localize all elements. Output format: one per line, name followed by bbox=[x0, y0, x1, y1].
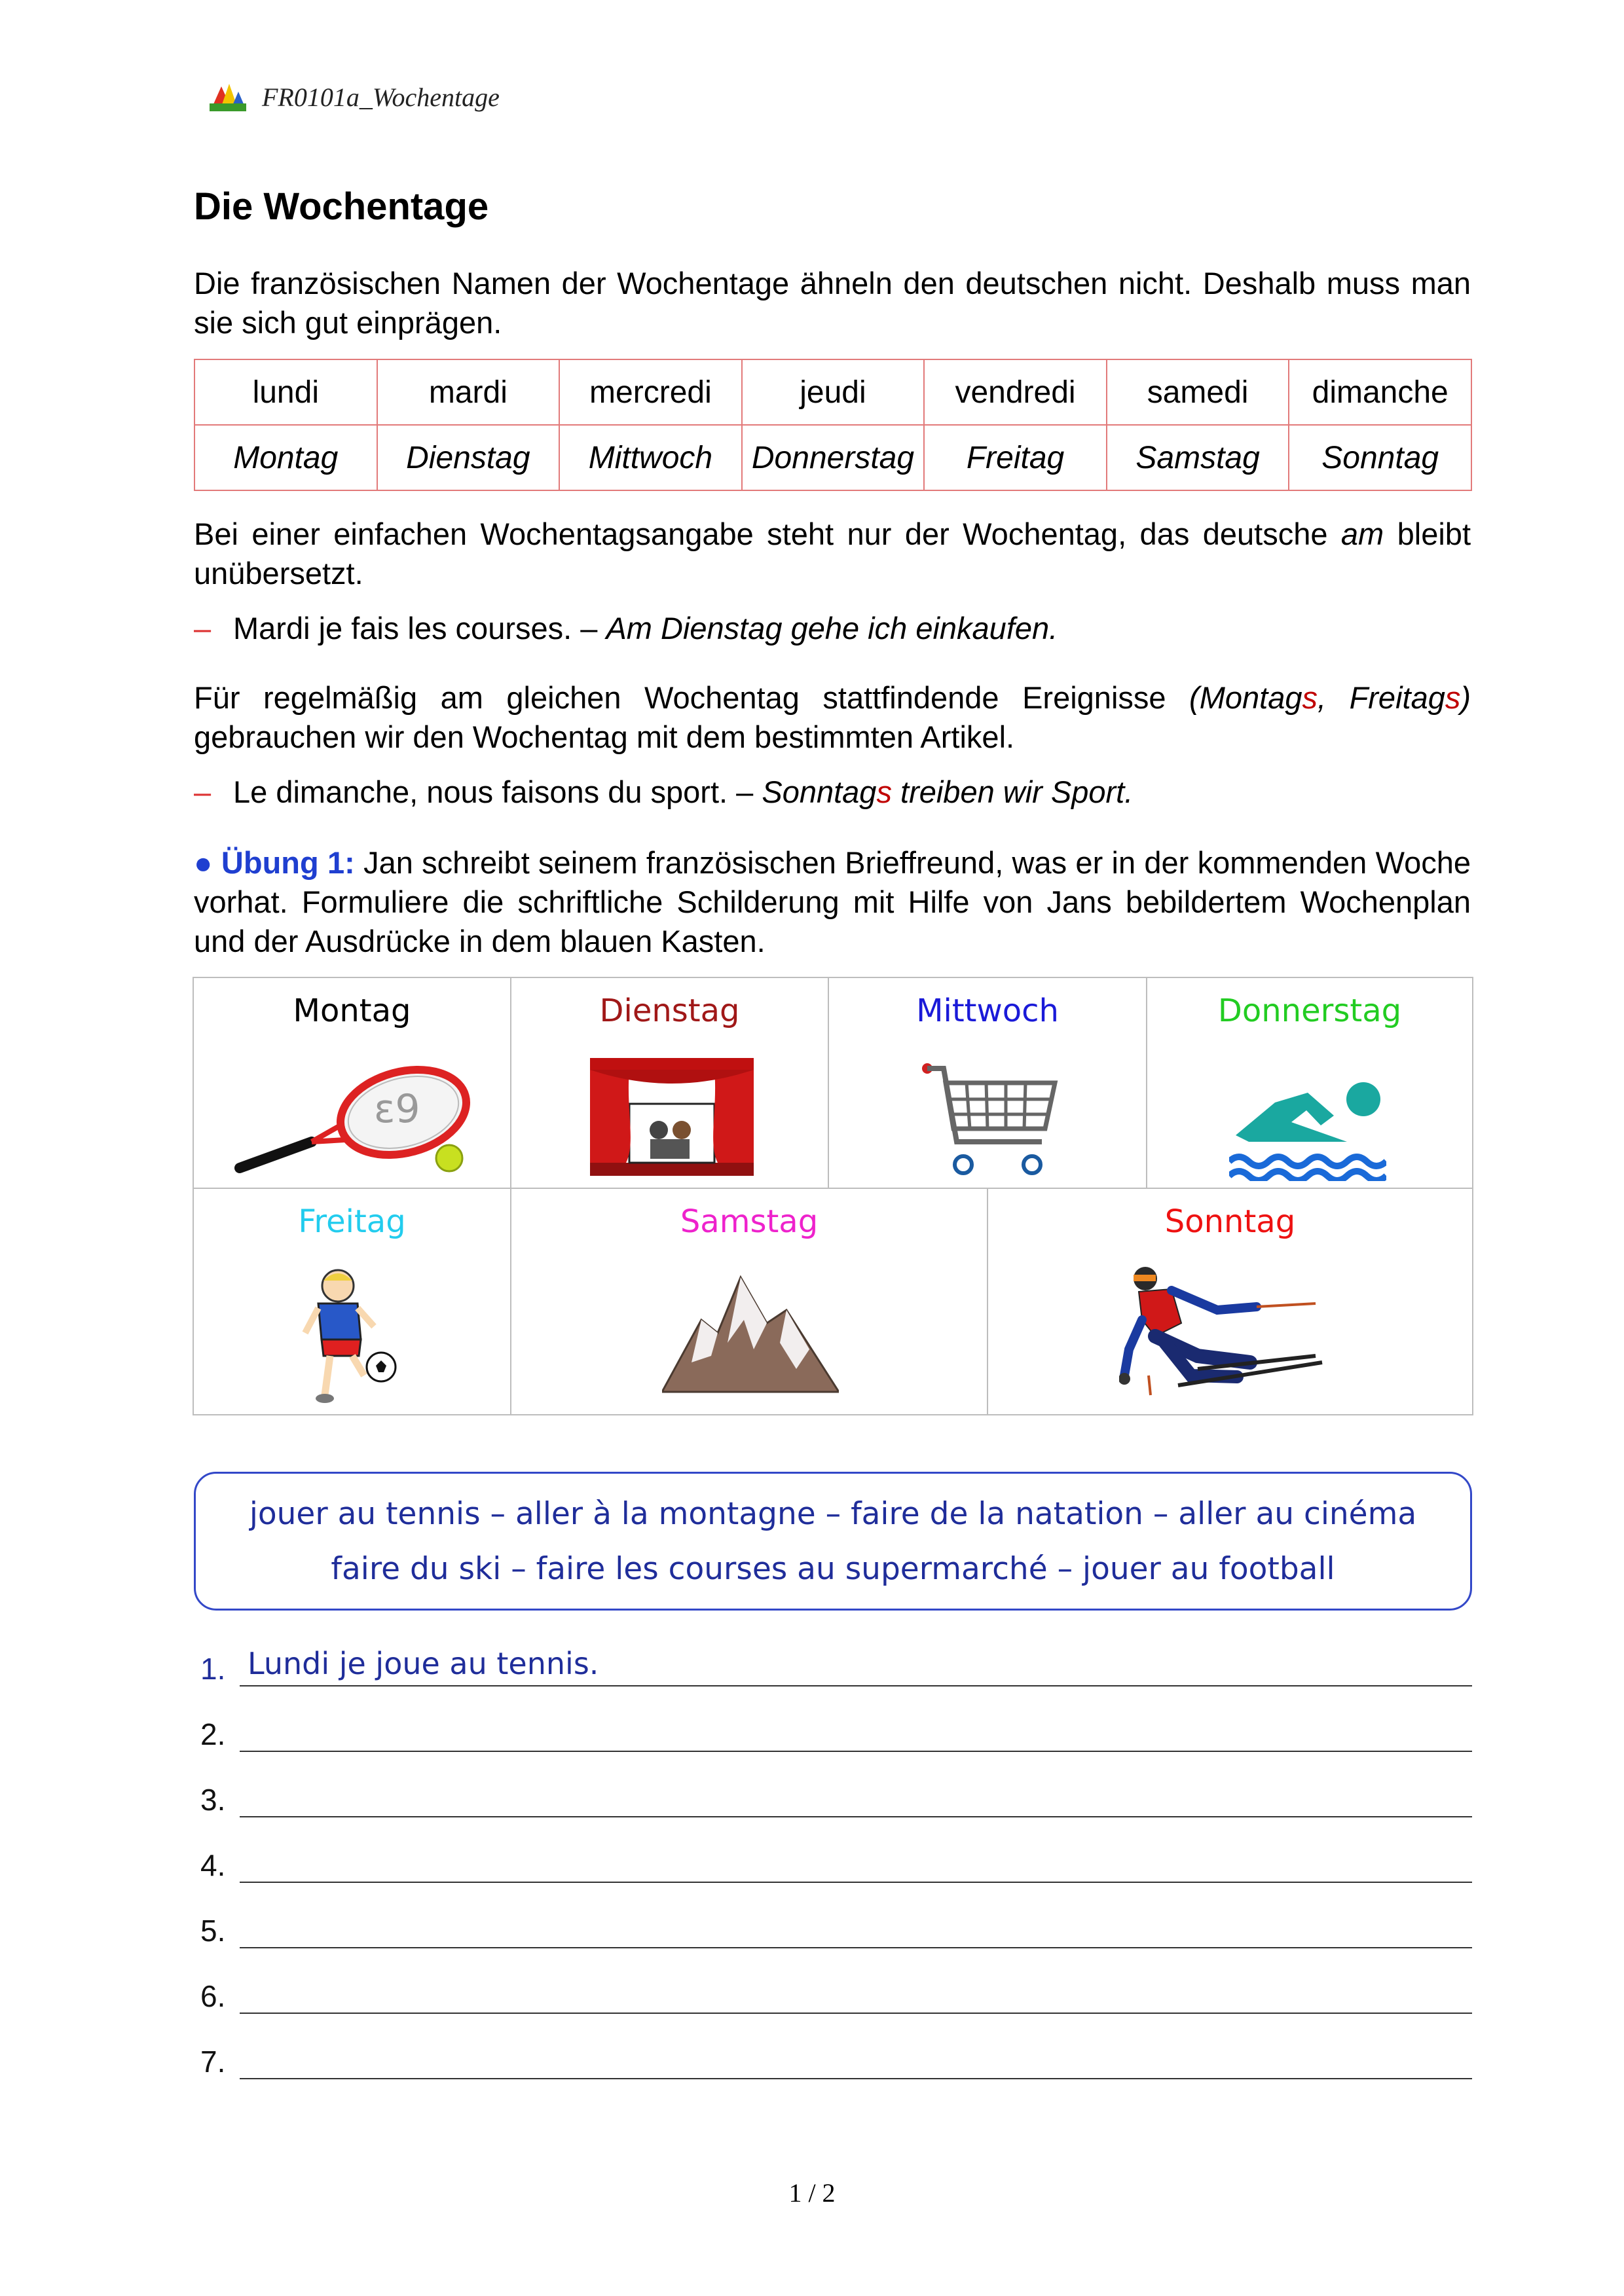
example-2-french: Le dimanche, nous faisons du sport. – bbox=[233, 774, 754, 809]
example-2-german-b: treiben wir Sport. bbox=[900, 774, 1134, 809]
french-row bbox=[194, 359, 1471, 425]
exercise-text: Jan schreibt seinem französischen Brieffreund, was er in der kommenden Woche vorhat. Formuliere die schriftliche Schilderung mit Hilfe von Jans bebildertem Wochenplan und der Ausdrücke in dem blauen Kasten. bbox=[194, 845, 1471, 958]
german-row bbox=[194, 425, 1471, 490]
answer-number: 3. bbox=[200, 1783, 226, 1817]
vocabulary-table bbox=[194, 359, 1472, 491]
rule-2-text-end: gebrauchen wir den Wochentag mit dem bestimmten Artikel. bbox=[194, 720, 1015, 754]
answer-number: 5. bbox=[200, 1914, 226, 1948]
german-day: Mittwoch bbox=[559, 425, 742, 490]
page-number: 1 / 2 bbox=[788, 2178, 836, 2208]
day-label: Montag bbox=[293, 993, 411, 1029]
answer-rule bbox=[240, 1882, 1472, 1883]
example-1-german: Am Dienstag gehe ich einkaufen. bbox=[606, 611, 1058, 646]
mountains-icon bbox=[662, 1271, 839, 1395]
german-day: Freitag bbox=[924, 425, 1107, 490]
french-day: mardi bbox=[377, 359, 560, 425]
phrase-box bbox=[194, 1472, 1472, 1611]
german-day: Sonntag bbox=[1289, 425, 1471, 490]
french-day: vendredi bbox=[924, 359, 1107, 425]
answer-line-1[interactable] bbox=[200, 1646, 1472, 1692]
german-day: Montag bbox=[194, 425, 377, 490]
rule-2-example-b-suffix: s bbox=[1445, 680, 1461, 715]
example-2 bbox=[194, 773, 1133, 812]
answer-text[interactable]: Lundi je joue au tennis. bbox=[248, 1646, 599, 1681]
answer-number: 4. bbox=[200, 1848, 226, 1882]
german-day: Samstag bbox=[1107, 425, 1289, 490]
plan-cell-sunday bbox=[988, 1189, 1472, 1415]
logo-icon bbox=[208, 81, 248, 113]
answer-rule bbox=[240, 1947, 1472, 1948]
answer-rule bbox=[240, 1751, 1472, 1752]
rule-1-emphasis: am bbox=[1340, 517, 1384, 551]
answer-number: 7. bbox=[200, 2045, 226, 2079]
example-2-german-suffix: s bbox=[876, 774, 892, 809]
answer-line-3[interactable] bbox=[200, 1777, 1472, 1823]
answer-rule bbox=[240, 1685, 1472, 1686]
french-day: mercredi bbox=[559, 359, 742, 425]
football-player-icon bbox=[299, 1267, 397, 1405]
answer-line-4[interactable] bbox=[200, 1842, 1472, 1888]
french-day: lundi bbox=[194, 359, 377, 425]
rule-1-text-end: bleibt unübersetzt. bbox=[194, 517, 1471, 591]
shopping-cart-icon bbox=[921, 1057, 1058, 1181]
tennis-racket-icon bbox=[233, 1050, 475, 1181]
day-label: Mittwoch bbox=[916, 993, 1059, 1029]
answer-number: 1. bbox=[200, 1652, 226, 1686]
example-1-french: Mardi je fais les courses. – bbox=[233, 611, 598, 646]
document-header bbox=[208, 77, 500, 117]
rule-2-paragraph bbox=[194, 678, 1471, 757]
day-label: Freitag bbox=[298, 1203, 406, 1240]
answer-number: 2. bbox=[200, 1717, 226, 1751]
page-title: Die Wochentage bbox=[194, 185, 489, 228]
rule-2-text: Für regelmäßig am gleichen Wochentag stattfindende Ereignisse bbox=[194, 680, 1166, 715]
rule-1-text: Bei einer einfachen Wochentagsangabe steht nur der Wochentag, das deutsche bbox=[194, 517, 1328, 551]
plan-cell-monday bbox=[194, 978, 511, 1189]
french-day: samedi bbox=[1107, 359, 1289, 425]
svg-text:ɛ9: ɛ9 bbox=[374, 1086, 420, 1132]
day-label: Donnerstag bbox=[1217, 993, 1402, 1029]
cinema-stage-icon bbox=[590, 1058, 754, 1176]
day-label: Samstag bbox=[680, 1203, 819, 1240]
swimmer-icon bbox=[1229, 1063, 1386, 1181]
answer-line-5[interactable] bbox=[200, 1908, 1472, 1954]
example-1 bbox=[194, 609, 1058, 648]
plan-cell-saturday bbox=[511, 1189, 988, 1415]
rule-2-example-a: Montag bbox=[1199, 680, 1302, 715]
answer-line-6[interactable] bbox=[200, 1973, 1472, 2019]
plan-cell-tuesday bbox=[511, 978, 829, 1189]
exercise-instructions bbox=[194, 843, 1471, 961]
plan-cell-wednesday bbox=[829, 978, 1147, 1189]
rule-2-example-a-suffix: s bbox=[1302, 680, 1318, 715]
paren-close: ) bbox=[1460, 680, 1471, 715]
exercise-label: ● Übung 1: bbox=[194, 845, 355, 880]
french-day: jeudi bbox=[742, 359, 925, 425]
plan-cell-thursday bbox=[1147, 978, 1472, 1189]
paren-open: ( bbox=[1189, 680, 1200, 715]
document-id: FR0101a_Wochentage bbox=[262, 82, 500, 112]
dash-icon: – bbox=[194, 774, 212, 809]
phrase-line-1: jouer au tennis – aller à la montagne – faire de la natation – aller au cinéma bbox=[249, 1496, 1417, 1532]
answer-number: 6. bbox=[200, 1979, 226, 2013]
answer-line-7[interactable] bbox=[200, 2039, 1472, 2085]
day-label: Sonntag bbox=[1164, 1203, 1296, 1240]
rule-2-example-b: Freitag bbox=[1349, 680, 1445, 715]
example-2-german-a: Sonntag bbox=[762, 774, 877, 809]
skier-icon bbox=[1119, 1264, 1329, 1402]
intro-paragraph: Die französischen Namen der Wochentage ähneln den deutschen nicht. Deshalb muss man sie sich gut einprägen. bbox=[194, 266, 1471, 340]
rule-1-paragraph bbox=[194, 515, 1471, 593]
phrase-line-2: faire du ski – faire les courses au supermarché – jouer au football bbox=[331, 1551, 1335, 1587]
answer-rule bbox=[240, 2078, 1472, 2079]
day-label: Dienstag bbox=[599, 993, 740, 1029]
answer-rule bbox=[240, 2013, 1472, 2014]
plan-cell-friday bbox=[194, 1189, 511, 1415]
dash-icon: – bbox=[194, 611, 212, 646]
answer-rule bbox=[240, 1816, 1472, 1817]
week-plan bbox=[193, 977, 1473, 1415]
french-day: dimanche bbox=[1289, 359, 1471, 425]
answer-line-2[interactable] bbox=[200, 1711, 1472, 1757]
german-day: Dienstag bbox=[377, 425, 560, 490]
german-day: Donnerstag bbox=[742, 425, 925, 490]
comma: , bbox=[1317, 680, 1327, 715]
